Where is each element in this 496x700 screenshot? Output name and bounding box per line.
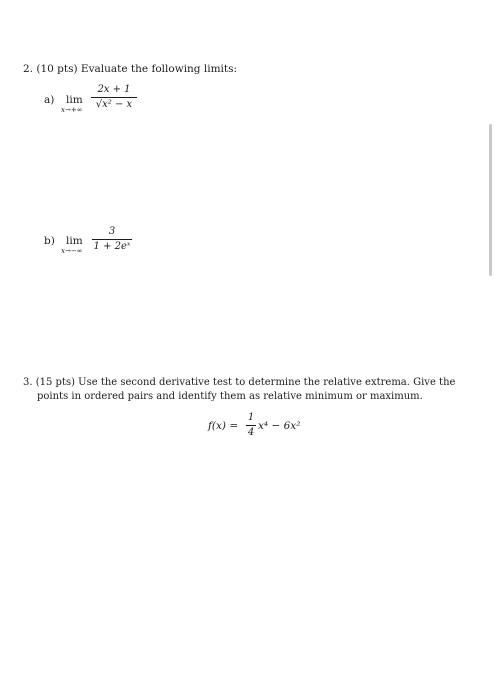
part-b-denominator: 1 + 2eˣ: [93, 240, 131, 252]
function-fraction: [246, 412, 256, 439]
part-a-fraction: [91, 84, 137, 111]
function-frac-denominator: 4: [247, 426, 255, 438]
part-b-lim: lim: [66, 235, 83, 247]
problem-2-header: 2. (10 pts) Evaluate the following limits:: [23, 63, 238, 75]
part-a-lim-subscript: x→+∞: [61, 106, 83, 114]
part-b-numerator: 3: [108, 226, 116, 237]
part-b-fraction-bar: [92, 239, 132, 240]
function-lhs: f(x) =: [208, 420, 239, 432]
problem-3-line-1: 3. (15 pts) Use the second derivative test to determine the relative extrema. Give the: [23, 377, 456, 388]
part-b-lim-subscript: x→−∞: [61, 247, 83, 255]
part-b-fraction: [92, 226, 132, 253]
part-b-label: b): [44, 235, 55, 247]
part-a-lim: lim: [66, 94, 83, 106]
part-a-label: a): [44, 94, 55, 106]
part-a-numerator: 2x + 1: [97, 84, 131, 95]
part-a-denominator: √x² − x: [95, 98, 133, 110]
vertical-scrollbar[interactable]: [489, 124, 492, 276]
function-rhs: x⁴ − 6x²: [258, 420, 301, 432]
part-a-fraction-bar: [91, 97, 137, 98]
function-frac-bar: [246, 425, 256, 426]
problem-3-line-2: points in ordered pairs and identify them as relative minimum or maximum.: [37, 391, 423, 402]
function-frac-numerator: 1: [247, 412, 255, 423]
